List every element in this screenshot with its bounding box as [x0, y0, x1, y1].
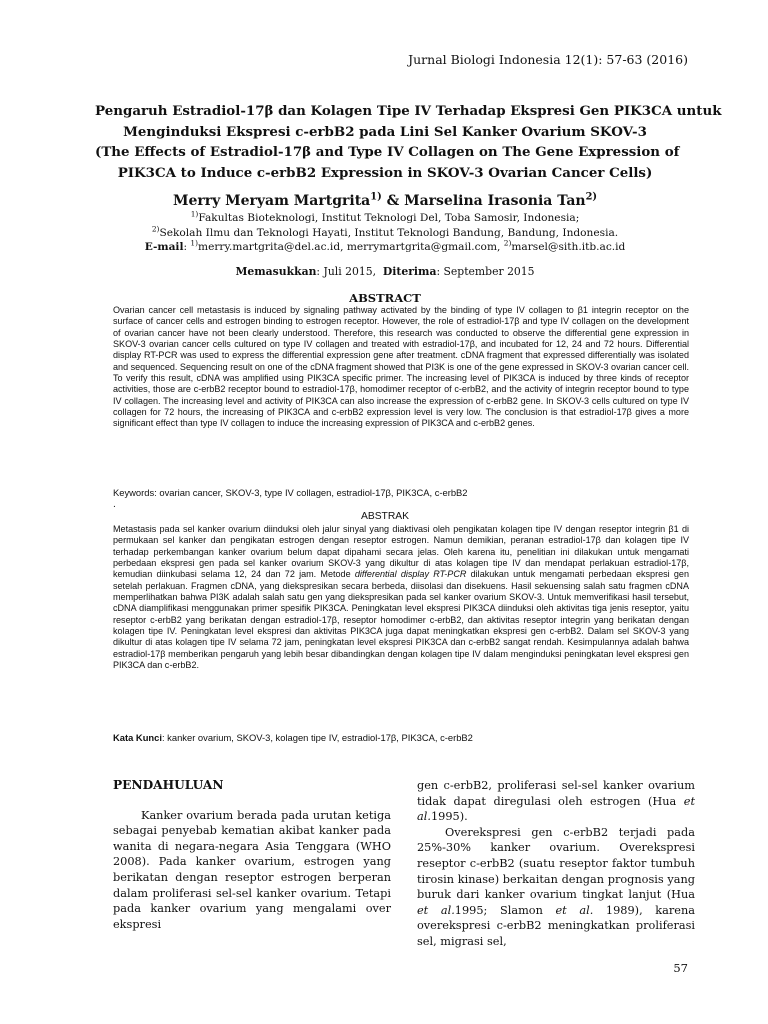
author-sup: 1)	[370, 191, 382, 203]
body-column-right	[417, 778, 695, 950]
keywords: Keywords: ovarian cancer, SKOV-3, type IV collagen, estradiol-17β, PIK3CA, c-erbB2	[113, 487, 468, 498]
received-date: : Juli 2015,	[316, 265, 377, 278]
title-line: Menginduksi Ekspresi c-erbB2 pada Lini Sel Kanker Ovarium SKOV-3	[123, 123, 647, 140]
author-sup: 2)	[585, 191, 598, 203]
submission-dates	[95, 265, 675, 278]
page-number: 57	[673, 961, 688, 975]
abstrak-heading: ABSTRAK	[360, 511, 410, 522]
abstrak-text-part: dilakukan untuk mengamati perbedaan ekspresi gen setelah perlakuan. Fragmen cDNA, yang diekspresikan secara berbeda, diisolasi dan disekuens. Hasil sekuensing salah satu fragmen cDNA memperlihatkan bahwa PI3K adalah salah satu gen yang diekspresikan pada sel kanker ovarium SKOV-3. Untuk memverifikasi hasil tersebut, cDNA diamplifikasi menggunakan primer spesifik PIK3CA. Peningkatan level ekspresi PIK3CA diinduksi oleh aktivitas tiga jenis reseptor, yaitu reseptor c-erbB2 yang berikatan dengan estradiol-17β, reseptor homodimer c-erbB2, dan aktivitas reseptor integrin yang berikatan dengan kolagen tipe IV. Peningkatan level ekspresi dan aktivitas PIK3CA juga dapat meningkatkan ekspresi gen c-erbB2. Dalam sel SKOV-3 yang dikultur di atas kolagen tipe IV selama 72 jam, peningkatan level ekspresi PIK3CA dan c-erbB2 sangat rendah. Kesimpulannya adalah bahwa estradiol-17β memberikan pengaruh yang lebih besar dibandingkan dengan kolagen tipe IV dalam menginduksi peningkatan level ekspresi gen PIK3CA dan c-erbB2.	[113, 569, 689, 671]
author-name: Marselina Irasonia Tan	[404, 193, 586, 209]
body-text: 1995; Slamon	[454, 903, 556, 917]
email-sup: 1)	[190, 238, 199, 248]
title-line: (The Effects of Estradiol-17β and Type IV Collagen on The Gene Expression of	[95, 144, 680, 160]
affiliation-sup: 2)	[151, 223, 160, 233]
accepted-label: Diterima	[382, 265, 437, 278]
affiliation-sup: 1)	[190, 209, 199, 219]
email-label: E-mail	[144, 241, 184, 253]
received-label: Memasukkan	[235, 265, 317, 278]
email-text: marsel@sith.itb.ac.id	[511, 241, 626, 253]
citation-italic: et al.	[555, 903, 594, 917]
email-line: E-mail: $^{1)}$merry.martgrita@del.ac.id, merrymartgrita@gmail.com, $^{2)}$marsel@sith.itb.ac.id	[144, 238, 626, 253]
authors	[95, 193, 675, 209]
kata-kunci-text: : kanker ovarium, SKOV-3, kolagen tipe IV, estradiol-17β, PIK3CA, c-erbB2	[161, 732, 473, 743]
body-text: 1989), karena overekspresi c-erbB2 meningkatkan proliferasi sel, migrasi sel,	[417, 903, 695, 948]
affiliation-text: Fakultas Bioteknologi, Institut Teknologi Del, Toba Samosir, Indonesia;	[198, 212, 580, 224]
title-line: Pengaruh Estradiol-17β dan Kolagen Tipe IV Terhadap Ekspresi Gen PIK3CA untuk	[95, 103, 722, 119]
abstrak-italic: differential display RT-PCR	[354, 569, 467, 580]
stray-dot: .	[113, 500, 116, 510]
kata-kunci	[113, 732, 689, 743]
body-column-left	[113, 778, 391, 932]
email-text: merry.martgrita@del.ac.id, merrymartgrita@gmail.com,	[198, 241, 501, 253]
affiliations	[95, 211, 675, 255]
author-separator: &	[381, 193, 405, 209]
email-sup: 2)	[503, 238, 512, 248]
title-line: PIK3CA to Induce c-erbB2 Expression in SKOV-3 Ovarian Cancer Cells)	[117, 164, 653, 181]
citation-italic: et al.	[417, 903, 455, 917]
affiliation-1	[95, 211, 675, 226]
affiliation-2	[95, 223, 675, 241]
body-text: gen c-erbB2, proliferasi sel-sel kanker ovarium tidak dapat diregulasi oleh estrogen (Hua	[417, 779, 695, 808]
body-text: 1995).	[430, 810, 468, 824]
accepted-date: : September 2015	[436, 265, 535, 278]
article-title	[95, 101, 722, 183]
author-name: Merry Meryam Martgrita	[172, 193, 371, 209]
abstract-text: Ovarian cancer cell metastasis is induced by signaling pathway activated by the binding of type IV collagen to β1 integrin receptor on the surface of cancer cells and estrogen binding to estrogen receptor. However, the role of estradiol-17β and type IV collagen on the development of ovarian cancer have not been clearly understood. Therefore, this research was conducted to observe the differential gene expression in SKOV-3 ovarian cancer cells cultured on type IV collagen and treated with estradiol-17β, and incubated for 12, 24 and 72 hours. Differential display RT-PCR was used to express the differential expression gene after treatment. cDNA fragment that expressed differentially was isolated and sequenced. Sequencing result on one of the cDNA fragment showed that PI3K is one of the gene expressed in SKOV-3 ovarian cancer cell. To verify this result, cDNA was amplified using PIK3CA specific primer. The increasing level of PIK3CA is induced by three kinds of receptor activities, those are c-erbB2 receptor bound to estradiol-17β, homodimer receptor of c-erbB2, and the activity of integrin receptor bound to type IV collagen. The increasing level and activity of PIK3CA can also increase the expression of c-erbB2 gene. In SKOV-3 cells cultured on type IV collagen for 72 hours, the increasing of PIK3CA and c-erbB2 expression level is very low. The conclusion is that estradiol-17β gives a more significant effect than type IV collagen to induce the increasing expression of PIK3CA and c-erbB2 genes.	[113, 305, 689, 429]
kata-kunci-label: Kata Kunci	[113, 732, 162, 743]
body-paragraph	[417, 825, 695, 950]
journal-header: Jurnal Biologi Indonesia 12(1): 57-63 (2016)	[408, 52, 688, 67]
body-paragraph: Kanker ovarium berada pada urutan ketiga sebagai penyebab kematian akibat kanker pada wanita di negara-negara Asia Tenggara (WHO 2008). Pada kanker ovarium, estrogen yang berikatan dengan reseptor estrogen berperan dalam proliferasi sel-sel kanker ovarium. Tetapi pada kanker ovarium yang mengalami over ekspresi	[113, 808, 391, 931]
body-paragraph	[417, 778, 695, 825]
body-text: Overekspresi gen c-erbB2 terjadi pada 25%-30% kanker ovarium. Overekspresi reseptor c-erbB2 (suatu reseptor faktor tumbuh tirosin kinase) berkaitan dengan prognosis yang buruk dari kanker ovarium tingkat lanjut (Hua	[417, 825, 695, 902]
section-heading: PENDAHULUAN	[113, 778, 224, 792]
abstrak-text-part: Metastasis pada sel kanker ovarium diinduksi oleh jalur sinyal yang diaktivasi oleh pengikatan kolagen tipe IV dengan reseptor integrin β1 di permukaan sel kanker dan pengikatan estrogen dengan reseptor estrogen. Namun demikian, peranan estradiol-17β dan kolagen tipe IV terhadap perkembangan kanker ovarium belum dapat dipahami secara jelas. Oleh karena itu, penelitian ini dilakukan untuk mengamati perbedaan ekspresi gen pada sel kanker ovarium SKOV-3 yang dikultur di atas kolagen tipe IV dan mendapat perlakuan estradiol-17β, kemudian diinkubasi selama 12, 24 dan 72 jam. Metode	[113, 524, 689, 580]
abstract-heading: ABSTRACT	[349, 291, 421, 305]
affiliation-text: Sekolah Ilmu dan Teknologi Hayati, Institut Teknologi Bandung, Bandung, Indonesia.	[159, 226, 619, 239]
citation-italic: et al.	[417, 794, 695, 824]
abstrak-text	[113, 524, 689, 671]
